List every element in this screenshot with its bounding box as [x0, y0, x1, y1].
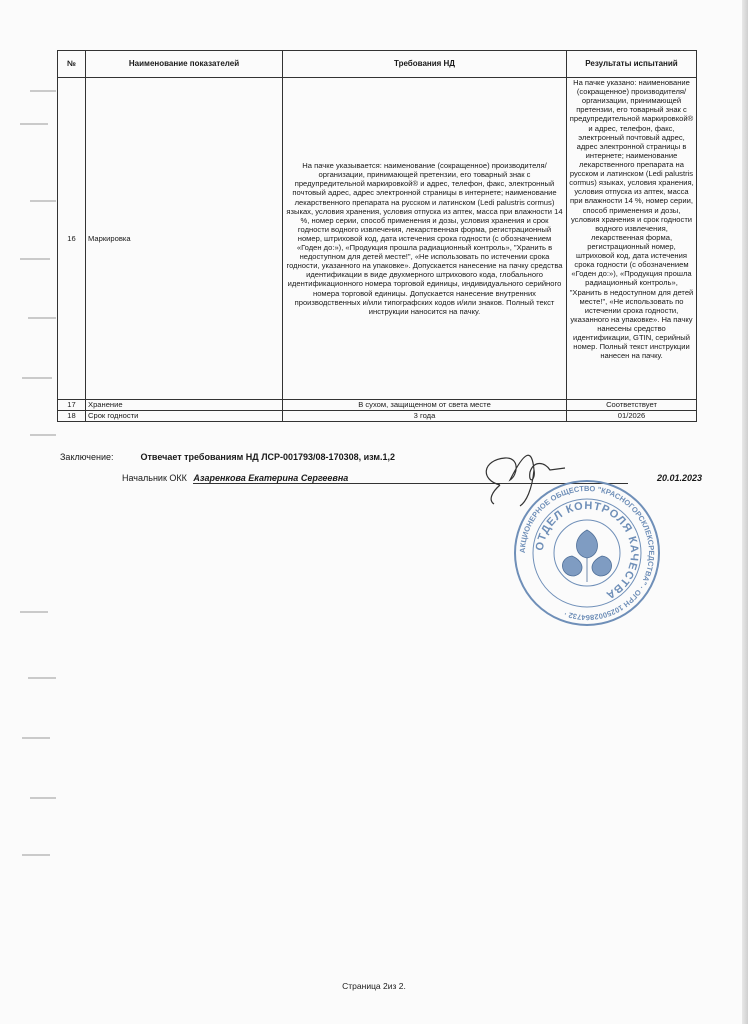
row-requirements: На пачке указывается: наименование (сокращенное) производителя/организации, принимающей претензии, его товарный знак с предупредительной маркировкой® и адрес, телефон, факс, электронный почтовый адрес, адрес электронной страницы в интернете; наименование лекарственного препарата на русском и латинском (Ledi palustris cormus) языках, условия хранения, условия отпуска из аптек, масса при влажности 14 %, номер серии, способ применения и дозы, условия хранения и срок годности водного извлечения, лекарственная форма, регистрационный номер, штриховой код, дата истечения срока годности (с обозначением «Годен до:»), «Продукция прошла радиационный контроль», "Хранить в недоступном для детей месте!", «Не использовать по истечении срока годности, указанного на упаковке». Допускается нанесение на пачку средства идентификации в виде двухмерного штрихового кода, глобального идентификационного номера торговой единицы, индивидуального серийного номера торговой единицы. Допускается нанесение внутренних производственных и/или типографских кодов и/или знаков. Полный текст инструкции наносится на пачку. — [283, 78, 567, 400]
row-no: 17 — [58, 400, 86, 411]
row-name: Срок годности — [86, 411, 283, 422]
conclusion — [60, 452, 395, 462]
leaf-emblem-icon — [562, 530, 611, 582]
head-position: Начальник ОКК — [122, 473, 187, 483]
test-results-table — [57, 50, 697, 422]
table-row — [58, 400, 697, 411]
row-no: 18 — [58, 411, 86, 422]
row-results: Соответствует — [567, 400, 697, 411]
page-footer: Страница 2из 2. — [342, 981, 406, 991]
row-results: 01/2026 — [567, 411, 697, 422]
scan-margin-noise — [0, 60, 56, 960]
row-requirements: 3 года — [283, 411, 567, 422]
head-name: Азаренкова Екатерина Сергеевна — [193, 473, 628, 484]
company-seal — [512, 478, 662, 628]
header-name: Наименование показателей — [86, 51, 283, 78]
table-row — [58, 411, 697, 422]
header-requirements: Требования НД — [283, 51, 567, 78]
row-no: 16 — [58, 78, 86, 400]
signature-date: 20.01.2023 — [656, 473, 702, 483]
table-header-row — [58, 51, 697, 78]
header-results: Результаты испытаний — [567, 51, 697, 78]
page-edge-shadow — [742, 0, 748, 1024]
header-no: № — [58, 51, 86, 78]
conclusion-text: Отвечает требованиям НД ЛСР-001793/08-170308, изм.1,2 — [140, 452, 396, 462]
svg-text:АКЦИОНЕРНОЕ ОБЩЕСТВО "КРАСНОГО: АКЦИОНЕРНОЕ ОБЩЕСТВО "КРАСНОГОРСКЛЕКСРЕДСТВА" · ОГРН 1025002864732 · — [517, 483, 657, 623]
row-results: На пачке указано: наименование (сокращенное) производителя/организации, принимающей претензии, его товарный знак с предупредительной маркировкой® и адрес, телефон, факс, электронный почтовый адрес, адрес электронной страницы в интернете; наименование лекарственного препарата на русском и латинском (Ledi palustris cormus) языках, условия хранения, условия отпуска из аптек, масса при влажности 14 %, номер серии, способ применения и дозы, условия хранения и срок годности водного извлечения, лекарственная форма, регистрационный номер, штриховой код, дата истечения срока годности (с обозначением «Годен до:»), «Продукция прошла радиационный контроль», "Хранить в недоступном для детей месте!", «Не использовать по истечении срока годности, указанного на упаковке». На пачку нанесены средство идентификации, GTIN, серийный номер. Полный текст инструкции нанесен на пачку. — [567, 78, 697, 400]
row-requirements: В сухом, защищенном от света месте — [283, 400, 567, 411]
conclusion-label: Заключение: — [60, 452, 114, 462]
row-name: Хранение — [86, 400, 283, 411]
svg-text:ОТДЕЛ КОНТРОЛЯ КАЧЕСТВА: ОТДЕЛ КОНТРОЛЯ КАЧЕСТВА — [533, 499, 641, 602]
table-row — [58, 78, 697, 400]
row-name: Маркировка — [86, 78, 283, 400]
